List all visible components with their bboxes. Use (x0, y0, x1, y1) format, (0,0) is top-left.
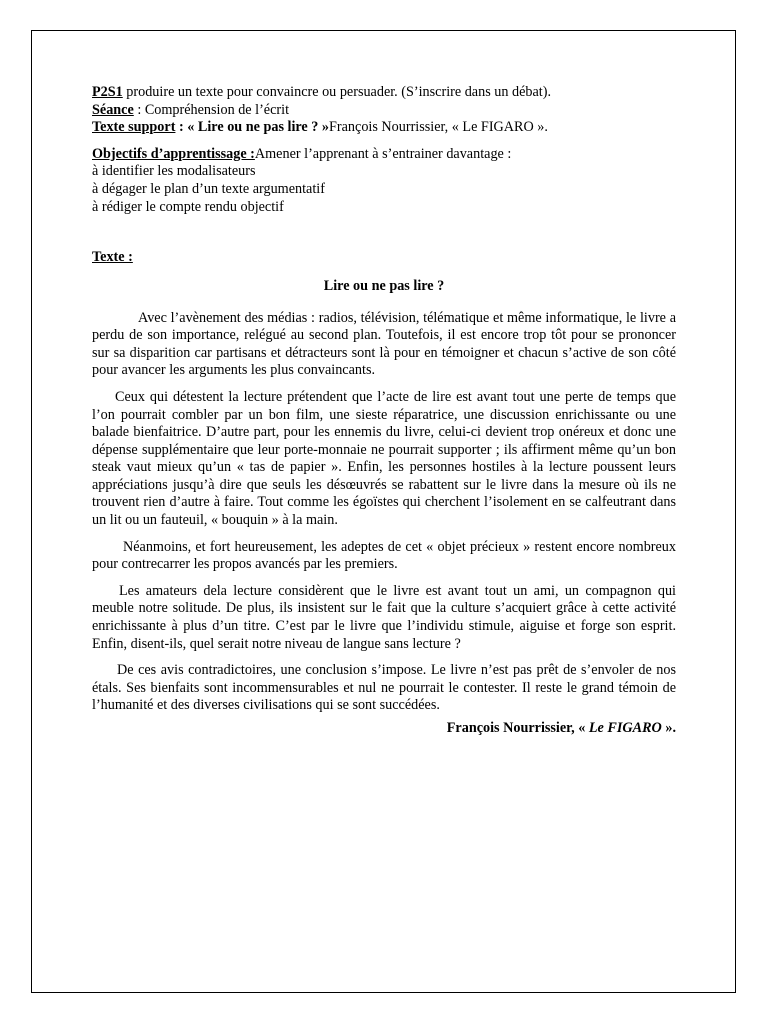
article-paragraph: Les amateurs dela lecture considèrent que le livre est avant tout un ami, un compagnon qui meuble notre solitude. De plus, ils insistent sur le fait que la culture s’acquiert grâce à cette activité enrichissante à plus d’un titre. C’est par le livre que l’individu stimule, aiguise et forge son esprit. Enfin, disent-ils, quel serait notre niveau de langue sans lecture ? (92, 582, 676, 652)
document-body (92, 84, 676, 752)
signature-author: François Nourrissier, « (446, 720, 589, 736)
objectives-block (92, 146, 676, 216)
seance-line (92, 102, 676, 120)
article-title: Lire ou ne pas lire ? (323, 277, 445, 294)
p2s1-line (92, 84, 676, 102)
article-signature (92, 720, 676, 738)
objectives-label: Objectifs d’apprentissage : (92, 145, 255, 162)
signature-newspaper: Le FIGARO (588, 720, 662, 736)
support-colon: : (175, 119, 188, 136)
support-label: Texte support (92, 119, 176, 136)
seance-label: Séance (92, 101, 134, 118)
objectives-heading (92, 146, 676, 164)
article-paragraph: De ces avis contradictoires, une conclusion s’impose. Le livre n’est pas prêt de s’envoler de nos étals. Ses bienfaits sont incommensurables et nul ne pourrait le contester. Il reste le grand témoin de l’humanité et des diverses civilisations qui se sont succédées. (92, 662, 676, 714)
support-source: François Nourrissier, « Le FIGARO ». (329, 119, 548, 136)
article-paragraph: Avec l’avènement des médias : radios, télévision, télématique et même informatique, le livre a perdu de son importance, relégué au second plan. Toutefois, il est encore trop tôt pour se prononcer sur sa disparition car partisans et détracteurs sont là pour en témoigner et chacun s’active de son côté pour avancer les arguments les plus convaincants. (92, 309, 676, 379)
p2s1-text: produire un texte pour convaincre ou persuader. (S’inscrire dans un débat). (122, 84, 551, 100)
support-line (92, 119, 676, 137)
objectives-intro: Amener l’apprenant à s’entrainer davantage : (254, 145, 512, 162)
texte-label: Texte : (92, 249, 133, 266)
objective-item: à dégager le plan d’un texte argumentatif (92, 180, 325, 197)
seance-text: : Compréhension de l’écrit (133, 101, 290, 118)
support-title: « Lire ou ne pas lire ? » (187, 119, 330, 136)
signature-close: ». (661, 720, 676, 736)
article-paragraph: Néanmoins, et fort heureusement, les adeptes de cet « objet précieux » restent encore nombreux pour contrecarrer les propos avancés par les premiers. (92, 538, 676, 573)
objective-item: à identifier les modalisateurs (92, 163, 256, 180)
objective-item: à rédiger le compte rendu objectif (92, 198, 284, 215)
article-paragraph: Ceux qui détestent la lecture prétendent que l’acte de lire est avant tout une perte de temps que l’on pourrait combler par un bon film, une sieste réparatrice, une discussion enrichissante ou une balade bienfaitrice. D’autre part, pour les ennemis du livre, celui-ci devient trop onéreux et donc une dépense supplémentaire que leur porte-monnaie ne pourrait supporter ; ils affirment même qu’un bon steak vaut mieux qu’un « tas de papier ». Enfin, les personnes hostiles à la lecture poussent leurs appréciations jusqu’à dire que seuls les désœuvrés se rabattent sur le livre dans la mesure où ils ne trouvent rien d’autre à faire. Tout comme les égoïstes qui cherchent l’isolement en se calfeutrant dans un lit ou un fauteuil, « bouquin » à la main. (92, 388, 676, 529)
p2s1-label: P2S1 (92, 84, 123, 100)
